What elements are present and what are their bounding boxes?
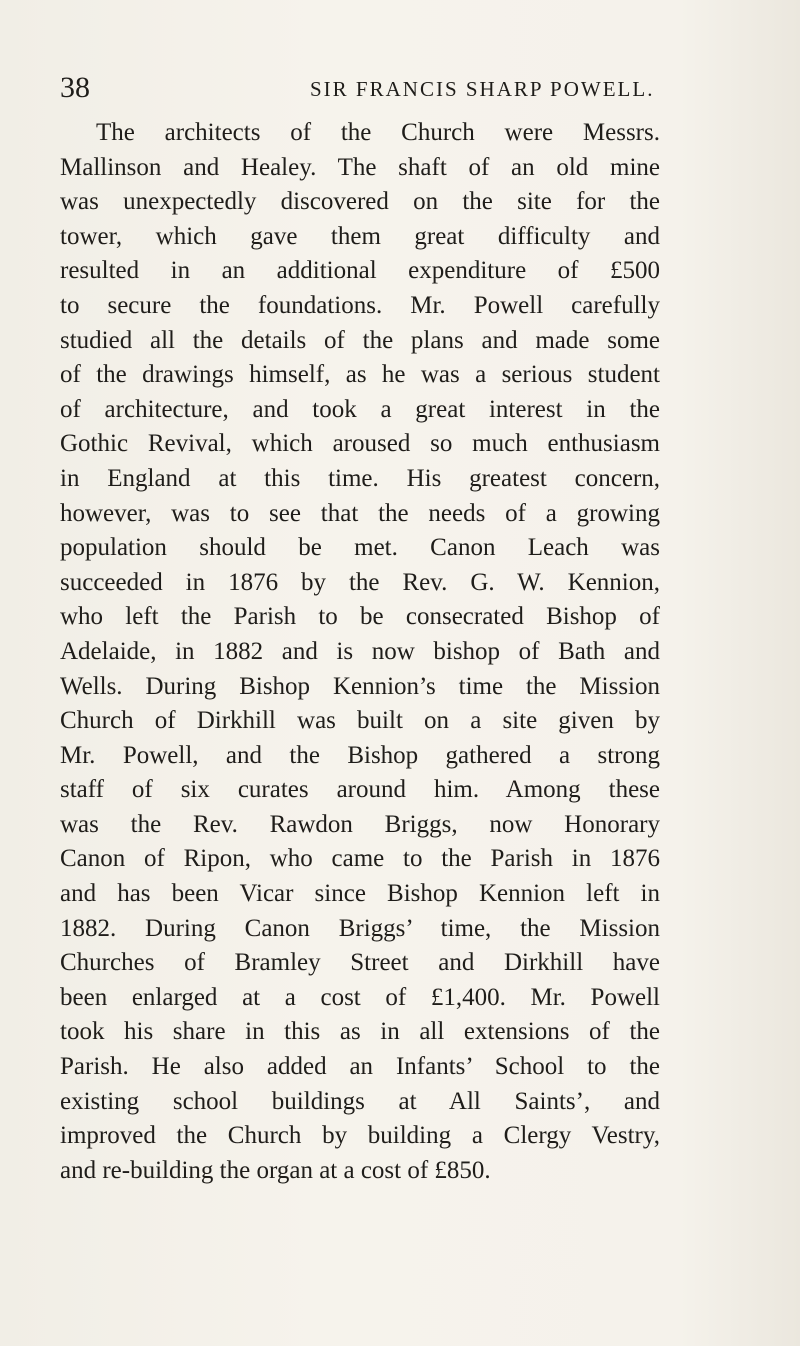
text-line: Gothic Revival, which aroused so much enthusiasm: [60, 430, 660, 458]
text-line: resulted in an additional expenditure of £500: [60, 257, 660, 285]
text-line: in England at this time. His greatest concern,: [60, 464, 660, 492]
text-line: Mr. Powell, and the Bishop gathered a strong: [60, 741, 660, 769]
text-line: Canon of Ripon, who came to the Parish in 1876: [60, 845, 660, 873]
text-line: succeeded in 1876 by the Rev. G. W. Kennion,: [60, 568, 660, 596]
text-line: however, was to see that the needs of a growing: [60, 499, 660, 527]
text-line: was the Rev. Rawdon Briggs, now Honorary: [60, 810, 660, 838]
text-line: to secure the foundations. Mr. Powell carefully: [60, 291, 660, 319]
text-line: been enlarged at a cost of £1,400. Mr. Powell: [60, 983, 660, 1011]
text-line: studied all the details of the plans and made some: [60, 326, 660, 354]
text-line: tower, which gave them great difficulty and: [60, 222, 660, 250]
body-paragraph: [60, 116, 660, 1188]
text-line: Mallinson and Healey. The shaft of an old mine: [60, 153, 660, 181]
text-line: The architects of the Church were Messrs.: [96, 119, 660, 146]
text-line: was unexpectedly discovered on the site for the: [60, 188, 660, 216]
text-line: took his share in this as in all extensions of the: [60, 1018, 660, 1046]
text-line: improved the Church by building a Clergy Vestry,: [60, 1122, 660, 1150]
text-line: population should be met. Canon Leach was: [60, 534, 660, 562]
text-line: existing school buildings at All Saints’, and: [60, 1087, 660, 1115]
text-line: Adelaide, in 1882 and is now bishop of Bath and: [60, 637, 660, 665]
text-line: of the drawings himself, as he was a serious student: [60, 361, 660, 389]
running-title: SIR FRANCIS SHARP POWELL.: [310, 77, 655, 101]
text-line: and re-building the organ at a cost of £850.: [60, 1156, 491, 1184]
text-line: Parish. He also added an Infants’ School to the: [60, 1053, 660, 1081]
text-line: and has been Vicar since Bishop Kennion left in: [60, 880, 660, 908]
running-head: [60, 68, 660, 108]
text-line: Church of Dirkhill was built on a site given by: [60, 707, 660, 735]
page-number: 38: [60, 71, 90, 104]
text-line: 1882. During Canon Briggs’ time, the Mission: [60, 914, 660, 942]
text-line: Wells. During Bishop Kennion’s time the Mission: [60, 672, 660, 700]
text-line: staff of six curates around him. Among these: [60, 776, 660, 804]
text-line: Churches of Bramley Street and Dirkhill have: [60, 949, 660, 977]
text-line: who left the Parish to be consecrated Bishop of: [60, 603, 660, 631]
text-line: of architecture, and took a great interest in the: [60, 395, 660, 423]
